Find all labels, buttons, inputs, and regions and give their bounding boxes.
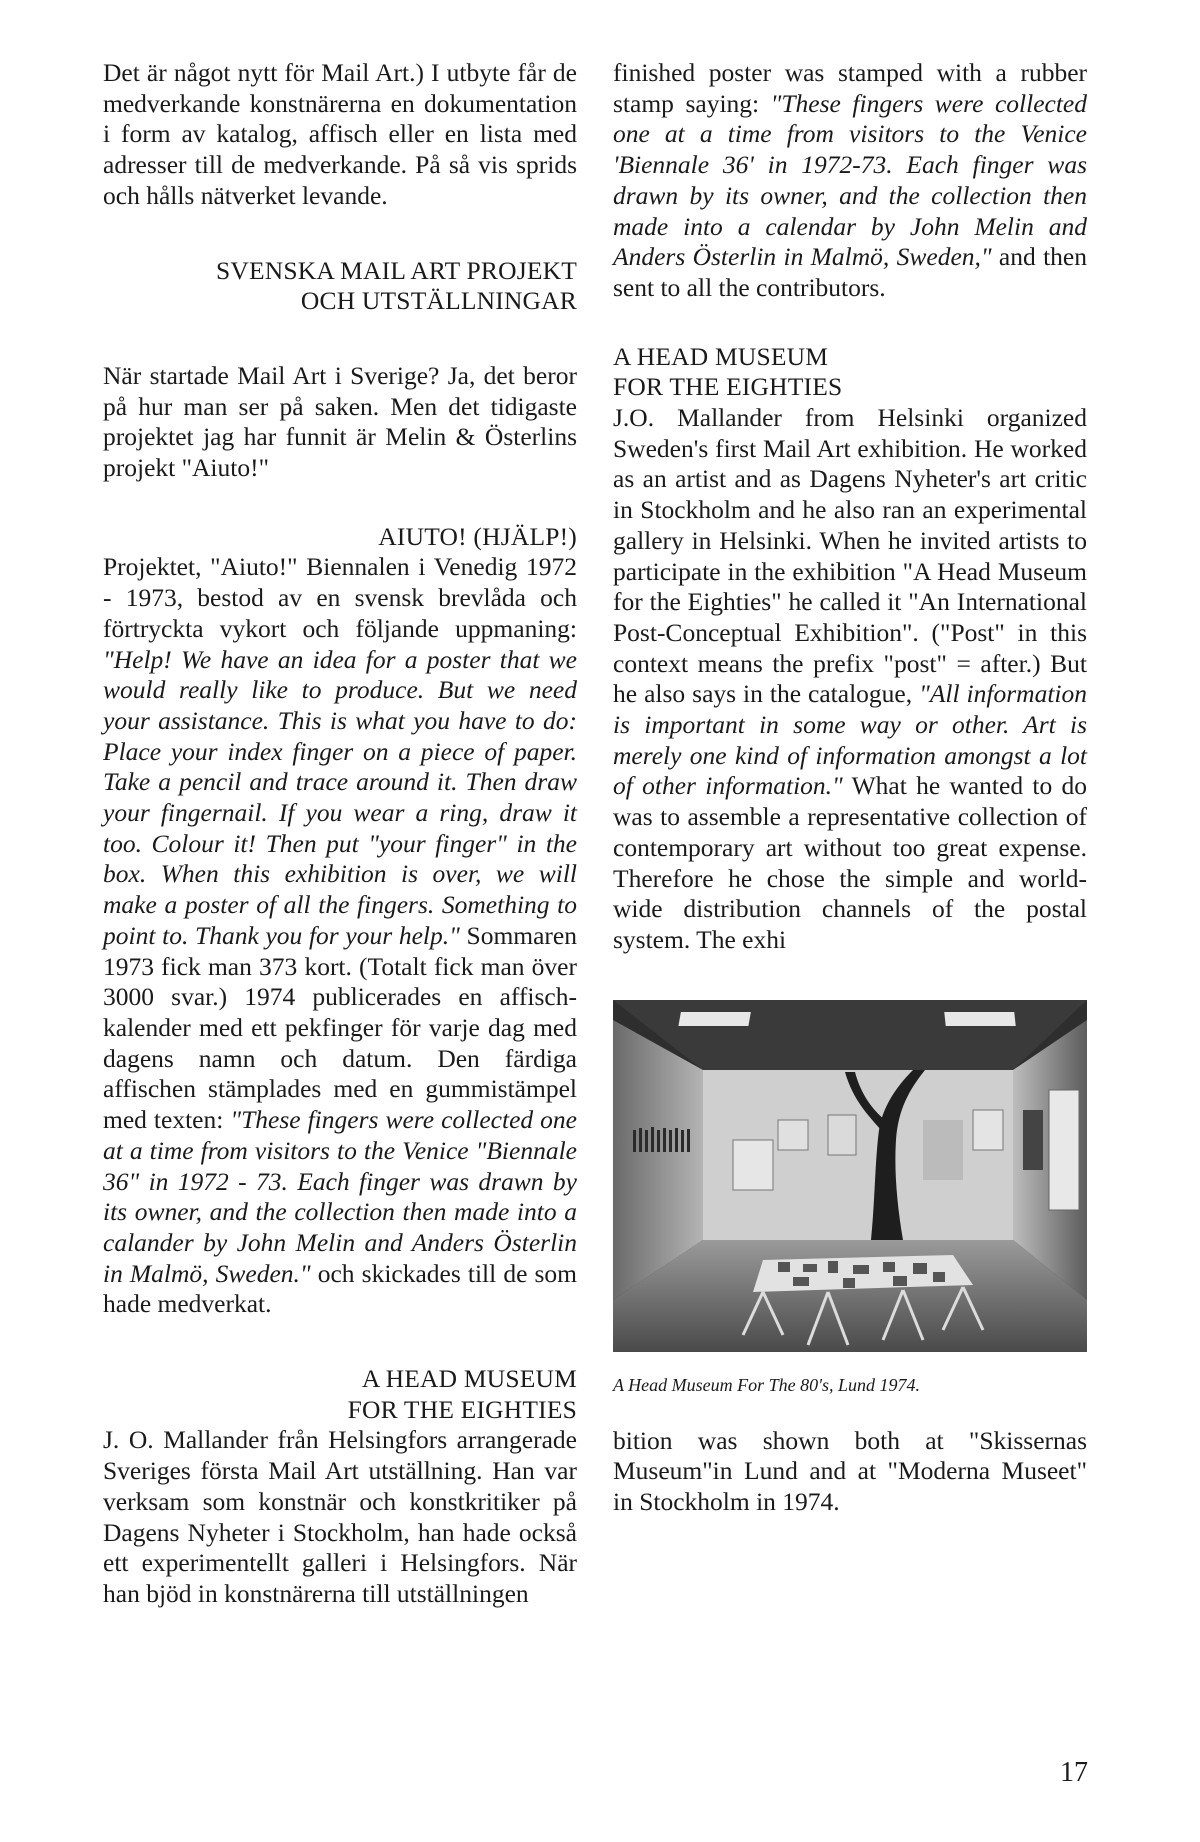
text-run: J.O. Mallander from Helsinki organized Sweden's first Mail Art exhibition. He worked as an artist and as Dagens Nyheter's art critic in Stockholm and he also ran an experimental gallery in Helsinki. When he invited artists to participate in the exhibition "A Head Museum for the Eighties" he called it "An International Post-Conceptual Exhibition". ("Post" in this context means the prefix "post" = after.) But he also says in the catalogue, (613, 403, 1087, 709)
heading-head-museum-sv (103, 1364, 577, 1425)
text-run: och skickades till de som hade medverkat. (103, 1258, 578, 1319)
gallery-room-image (613, 1000, 1087, 1352)
right-paragraph-1 (613, 58, 1087, 304)
italic-quote: "These fingers were collected one at a time from visitors to the Venice "Biennale 36" in 1972 - 73. Each finger was drawn by its owner, and the collection then made into a calander by John Melin and Anders Österlin in Malmö, Sweden." (103, 1105, 577, 1288)
text-run: Sommaren 1973 fick man 373 kort. (Totalt fick man över 3000 svar.) 1974 publicerades en affischkalender med ett pekfinger för varje dag med dagens namn och datum. Den färdiga affischen stämplades med en gummistämpel med texten: (103, 920, 577, 1135)
heading-aiuto: AIUTO! (HJÄLP!) (378, 521, 577, 551)
photo-caption: A Head Museum For The 80's, Lund 1974. (613, 1374, 921, 1395)
exhibition-figure (613, 1000, 1087, 1396)
text-run: finished poster was stamped with a rubber stamp saying: (613, 58, 1087, 118)
italic-quote: "Help! We have an idea for a poster that we would really like to produce. But we need your assistance. This is what you have to do: Place your index finger on a piece of paper. Take a pencil and trace around it. Then draw your fingernail. If you wear a ring, draw it too. Colour it! Then put "your finger" in the box. When this exhibition is over, we will make a poster of all the fingers. Something to point to. Thank you for your help." (103, 644, 577, 950)
left-column (103, 58, 577, 1610)
text-run: What he wanted to do was to assemble a representative collection of contemporary art without too great expense. Therefore he chose the simple and world-wide distribution channels of the postal system. The exhi (613, 771, 1087, 954)
heading-line: A HEAD MUSEUM (613, 341, 829, 371)
text-run: Projektet, "Aiuto!" Biennalen i Venedig 1972 - 1973, bestod av en svensk brevlåda och förtryckta vykort och följande uppmaning: (103, 552, 577, 643)
heading-line: SVENSKA MAIL ART PROJEKT (215, 255, 577, 285)
heading-line: OCH UTSTÄLLNINGAR (300, 286, 577, 316)
left-paragraph-aiuto (103, 552, 577, 1320)
heading-line: FOR THE EIGHTIES (613, 372, 843, 402)
text-run: and then sent to all the contributors. (613, 242, 1087, 302)
heading-svenska-mail-art (103, 256, 577, 317)
italic-quote: "All information is important in some way or other. Art is merely one kind of information amongst a lot of other information." (613, 679, 1087, 801)
left-paragraph-1: Det är något nytt för Mail Art.) I utbyte får de medverkande konstnärerna en dokumentation i form av katalog, affisch eller en lista med adresser till de medverkande. På så vis sprids och hålls nätverket levande. (103, 58, 577, 210)
heading-head-museum-en (613, 342, 1087, 403)
right-column (613, 58, 1087, 1518)
left-paragraph-2: När startade Mail Art i Sverige? Ja, det beror på hur man ser på saken. Men det tidigaste projektet jag har funnit är Melin & Österlins projekt "Aiuto!" (103, 360, 577, 483)
italic-quote: "These fingers were collected one at a time from visitors to the Venice 'Biennale 36' in 1972-73. Each finger was drawn by its owner, and the collection then made into a calendar by John Melin and Anders Österlin in Malmö, Sweden," (613, 88, 1087, 272)
heading-line: FOR THE EIGHTIES (347, 1394, 577, 1424)
right-paragraph-exhibition: bition was shown both at "Skissernas Museum"in Lund and at "Moderna Museet" in Stockholm in 1974. (613, 1425, 1087, 1517)
left-paragraph-mallander: J. O. Mallander från Helsingfors arrangerade Sveriges första Mail Art utställning. Han var verksam som konstnär och konstkritiker på Dagens Nyheter i Stockholm, han hade också ett experimentellt galleri i Helsingfors. När han bjöd in konstnärerna till utställningen (103, 1425, 577, 1608)
page-number: 17 (1060, 1757, 1088, 1788)
right-paragraph-mallander (613, 403, 1087, 956)
exhibition-photo (613, 1000, 1087, 1352)
heading-line: A HEAD MUSEUM (361, 1364, 577, 1394)
